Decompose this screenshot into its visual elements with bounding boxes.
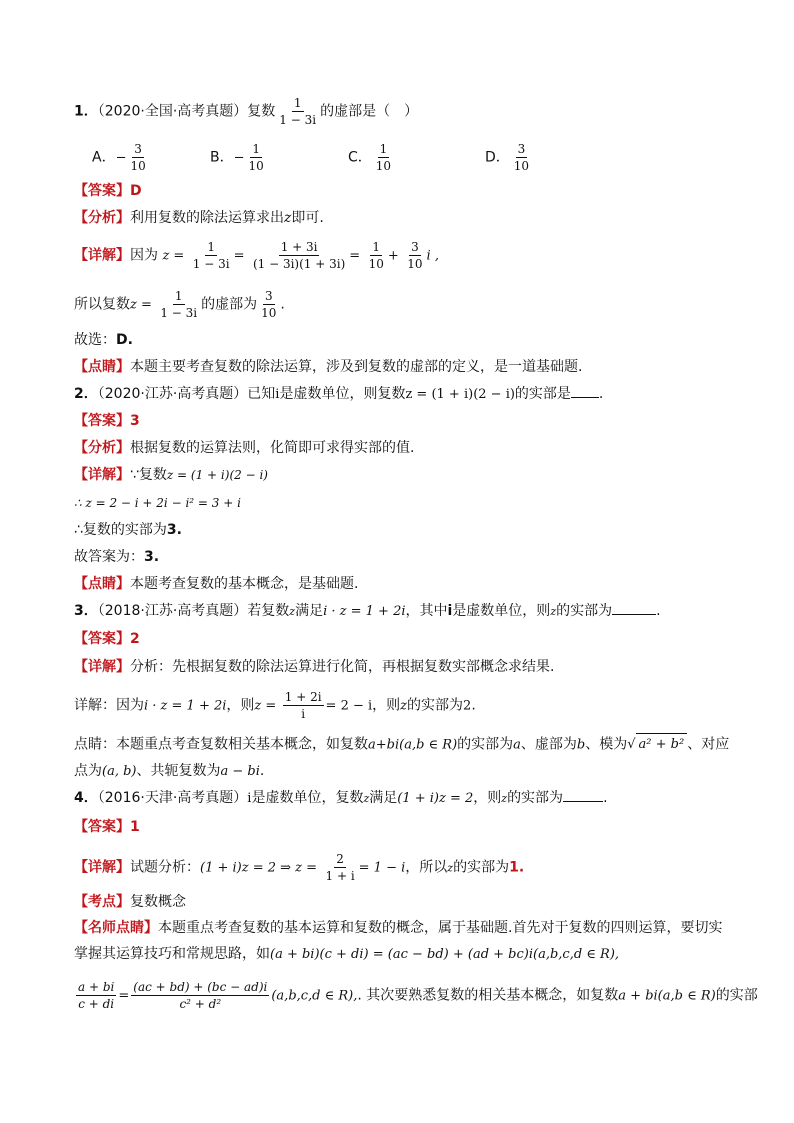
sol-frac-den: i bbox=[301, 707, 306, 721]
q3-text-2: 满足 bbox=[295, 603, 324, 619]
so-frac-num: 1 bbox=[174, 289, 183, 303]
q2-source: （2020·江苏·高考真题） bbox=[97, 386, 248, 402]
q4-number: 4． bbox=[74, 790, 98, 806]
q4-i: i bbox=[247, 791, 252, 806]
option-b-num: 1 bbox=[252, 142, 260, 156]
comment-tag: 【点睛】 bbox=[74, 576, 130, 592]
math-plus: + bbox=[387, 248, 399, 264]
q4-source: （2016·天津·高考真题） bbox=[97, 790, 248, 806]
q3-end: . bbox=[656, 603, 661, 619]
detail-mid: ，所以 bbox=[405, 859, 448, 876]
note-t1: 的实部为 bbox=[457, 736, 514, 753]
sqrt-radicand: a² + b² bbox=[636, 733, 688, 756]
q4-stem bbox=[74, 787, 744, 810]
t3-left-num: a + bi bbox=[78, 980, 115, 994]
sol-dot: . bbox=[471, 697, 476, 714]
q1-options bbox=[92, 142, 744, 174]
note-t4: 、对应 bbox=[687, 736, 730, 753]
option-c-num: 1 bbox=[379, 142, 388, 156]
answer-blank[interactable] bbox=[612, 600, 656, 615]
option-d-den: 10 bbox=[513, 159, 530, 173]
note-b: b bbox=[576, 737, 586, 753]
q2-end: . bbox=[598, 386, 604, 402]
sol-mid: ，则 bbox=[226, 697, 255, 714]
note-t2: 、虚部为 bbox=[520, 736, 577, 753]
comment-text: 本题主要考查复数的除法运算，涉及到复数的虚部的定义，是一道基础题. bbox=[130, 359, 583, 375]
q4-math: (1 + i)z = 2 bbox=[397, 791, 474, 806]
teacher-text-1: 本题重点考查复数的基本运算和复数的概念，属于基础题.首先对于复数的四则运算，要切实 bbox=[158, 920, 723, 936]
option-b-frac bbox=[247, 142, 266, 173]
q3-note-line2 bbox=[74, 760, 744, 783]
q1-text-end: 的虚部是（ ） bbox=[320, 103, 419, 120]
q3-text-3: ，其中 bbox=[405, 603, 448, 619]
option-d-num: 3 bbox=[517, 142, 526, 156]
so-frac bbox=[158, 289, 199, 320]
note2-point: (a, b) bbox=[102, 764, 137, 779]
q3-text-5: 的实部为 bbox=[556, 603, 613, 619]
teacher-tag: 【名师点睛】 bbox=[74, 920, 158, 936]
q3-note-line1 bbox=[74, 733, 744, 757]
answer-value: 3 bbox=[130, 413, 140, 429]
option-a-sign: − bbox=[115, 150, 127, 166]
point-text: 复数概念 bbox=[130, 894, 186, 910]
q3-solution bbox=[74, 690, 744, 721]
t3-end: 的实部 bbox=[715, 987, 758, 1004]
sqrt-expr: √ a² + b² bbox=[627, 733, 687, 756]
q1-text: 复数 bbox=[247, 103, 276, 120]
option-d[interactable] bbox=[485, 142, 533, 173]
sol-z2: z bbox=[400, 698, 408, 714]
frac-2 bbox=[251, 240, 347, 271]
so-z: z = bbox=[130, 297, 152, 313]
analysis-var: z bbox=[284, 210, 292, 226]
option-a[interactable] bbox=[92, 142, 150, 173]
choose-text: 故选： bbox=[74, 332, 116, 348]
answer-blank[interactable] bbox=[563, 787, 603, 802]
analysis-tag: 【分析】 bbox=[74, 440, 130, 456]
frac-4-den: 10 bbox=[407, 257, 423, 271]
so-end: . bbox=[280, 296, 285, 313]
frac-1-num: 1 bbox=[207, 240, 215, 254]
answer-tag: 【答案】 bbox=[74, 413, 130, 429]
q4-teacher-3 bbox=[74, 980, 758, 1011]
analysis-text: 利用复数的除法运算求出 bbox=[130, 210, 284, 226]
answer-tag: 【答案】 bbox=[74, 631, 130, 647]
option-b-label: B． bbox=[210, 149, 234, 166]
detail-tag: 【详解】 bbox=[74, 467, 130, 483]
note-math: a+bi(a,b ∈ R) bbox=[368, 737, 458, 753]
q2-comment bbox=[74, 573, 744, 595]
q4-answer bbox=[74, 816, 744, 838]
option-a-den: 10 bbox=[130, 159, 146, 173]
q1-number: 1． bbox=[74, 103, 98, 120]
option-c-frac bbox=[374, 142, 393, 173]
q3-text-1: 若复数 bbox=[247, 603, 290, 619]
q3-z: z bbox=[289, 605, 296, 618]
q1-frac-num: 1 bbox=[293, 96, 302, 110]
detail-tag: 【详解】 bbox=[74, 247, 130, 264]
q2-line4-value: 3. bbox=[144, 549, 160, 565]
q2-text-2: 是虚数单位，则复数 bbox=[279, 386, 406, 402]
option-d-frac bbox=[512, 142, 531, 173]
analysis-text: 根据复数的运算法则，化简即可求得实部的值. bbox=[130, 440, 415, 456]
q3-answer bbox=[74, 628, 744, 650]
option-a-label: A． bbox=[92, 149, 116, 166]
note2-text: 点为 bbox=[74, 763, 102, 779]
t3-math: (a,b,c,d ∈ R), bbox=[271, 988, 358, 1004]
answer-value: D bbox=[130, 183, 142, 199]
q1-analysis bbox=[74, 207, 744, 229]
frac-3 bbox=[367, 240, 386, 271]
so-frac-den: 1 − 3i bbox=[160, 306, 198, 320]
q1-choose bbox=[74, 329, 744, 351]
detail-text: 因为 bbox=[130, 247, 158, 264]
q3-i: i bbox=[447, 603, 453, 619]
detail-tag: 【详解】 bbox=[74, 659, 130, 675]
q2-line3 bbox=[74, 519, 744, 541]
t3-left-den: c + di bbox=[78, 997, 115, 1011]
math-eq-2: = bbox=[349, 248, 361, 264]
frac-1 bbox=[191, 240, 232, 271]
t3-right-den: c² + d² bbox=[179, 997, 222, 1011]
q2-derivation: ∴ z = 2 − i + 2i − i² = 3 + i bbox=[74, 496, 241, 510]
q2-analysis bbox=[74, 437, 744, 459]
sol-frac bbox=[283, 690, 324, 721]
q2-text-1: 已知 bbox=[247, 386, 276, 402]
detail-text: 分析：先根据复数的除法运算进行化简，再根据复数实部概念求结果. bbox=[130, 659, 555, 675]
q4-end: . bbox=[603, 790, 608, 806]
so-result-den: 10 bbox=[261, 306, 277, 320]
t3-math-2: a + bi(a,b ∈ R) bbox=[618, 988, 716, 1004]
q4-z2: z bbox=[501, 792, 508, 805]
q1-fraction bbox=[277, 96, 318, 127]
analysis-end: 即可. bbox=[291, 210, 324, 226]
sol-value: 2 bbox=[463, 698, 472, 714]
q1-source: （2020·全国·高考真题） bbox=[97, 103, 248, 120]
detail-frac bbox=[324, 852, 357, 883]
detail-frac-den: 1 + i bbox=[325, 869, 355, 883]
note-t3: 、模为 bbox=[585, 736, 628, 753]
note-a: a bbox=[513, 737, 521, 753]
answer-tag: 【答案】 bbox=[74, 183, 130, 199]
so-result bbox=[259, 289, 278, 320]
option-b-sign: − bbox=[233, 150, 245, 166]
q4-text-3: ，则 bbox=[473, 790, 502, 806]
option-b[interactable] bbox=[210, 142, 268, 173]
t3-frac-right bbox=[131, 980, 269, 1011]
frac-4-num: 3 bbox=[411, 240, 419, 254]
q1-comment bbox=[74, 356, 744, 378]
q3-text-4: 是虚数单位，则 bbox=[452, 603, 551, 619]
choose-value: D. bbox=[116, 332, 133, 348]
note-text: 点睛：本题重点考查复数相关基本概念，如复数 bbox=[74, 736, 368, 753]
q2-line3-text: ∴复数的实部为 bbox=[74, 522, 167, 538]
option-c-label: C． bbox=[348, 149, 372, 166]
frac-1-den: 1 − 3i bbox=[192, 257, 230, 271]
detail-end: 的实部为 bbox=[453, 859, 510, 876]
t3-right-num: (ac + bd) + (bc − ad)i bbox=[133, 980, 268, 994]
q3-z2: z bbox=[550, 605, 557, 618]
frac-2-num: 1 + 3i bbox=[280, 240, 318, 254]
sol-text: 详解：因为 bbox=[74, 697, 144, 714]
q1-detail bbox=[74, 240, 744, 271]
option-a-frac bbox=[128, 142, 147, 173]
detail-z: z bbox=[447, 861, 454, 875]
q2-stem bbox=[74, 383, 744, 406]
answer-blank[interactable] bbox=[571, 383, 599, 398]
detail-tag: 【详解】 bbox=[74, 859, 130, 876]
q4-z: z bbox=[363, 792, 370, 805]
option-a-num: 3 bbox=[134, 142, 142, 156]
answer-value: 1 bbox=[130, 819, 140, 835]
q4-text-2: 满足 bbox=[369, 790, 398, 806]
q1-frac-den: 1 − 3i bbox=[279, 113, 317, 127]
frac-4 bbox=[405, 240, 424, 271]
frac-3-den: 10 bbox=[368, 257, 384, 271]
answer-value: 2 bbox=[130, 631, 140, 647]
option-d-label: D． bbox=[485, 149, 510, 166]
so-mid: 的虚部为 bbox=[201, 296, 258, 313]
teacher-text-2: 掌握其运算技巧和常规思路，如 bbox=[74, 946, 270, 962]
answer-tag: 【答案】 bbox=[74, 819, 130, 835]
sol-frac-num: 1 + 2i bbox=[284, 690, 322, 704]
option-b-den: 10 bbox=[248, 159, 264, 173]
detail-math: (1 + i)z = 2 ⇒ z = bbox=[200, 860, 318, 876]
frac-3-num: 1 bbox=[372, 240, 381, 254]
frac-2-den: (1 − 3i)(1 + 3i) bbox=[252, 257, 346, 271]
q2-i: i bbox=[275, 387, 280, 402]
q3-detail bbox=[74, 656, 744, 678]
q2-text-3: 的实部是 bbox=[514, 386, 571, 402]
detail-text: 试题分析： bbox=[130, 859, 200, 876]
note2-t1: 、共轭复数为 bbox=[136, 763, 221, 779]
sol-end: 的实部为 bbox=[407, 697, 464, 714]
detail-text: ∵复数 bbox=[130, 467, 167, 483]
math-i: i , bbox=[426, 248, 439, 264]
q2-line4 bbox=[74, 546, 744, 568]
q1-so bbox=[74, 289, 744, 320]
sol-z: z = bbox=[254, 698, 277, 714]
q4-teacher-1 bbox=[74, 917, 744, 939]
option-c-den: 10 bbox=[375, 159, 392, 173]
detail-result: = 1 − i bbox=[358, 860, 406, 876]
detail-frac-num: 2 bbox=[336, 852, 344, 866]
t3-frac-left bbox=[76, 980, 116, 1011]
note2-end: . bbox=[259, 763, 265, 779]
math-z: z = bbox=[162, 248, 185, 264]
q2-detail bbox=[74, 464, 744, 486]
note2-conjugate: a − bi bbox=[220, 764, 260, 779]
sol-math: i · z = 1 + 2i bbox=[144, 698, 227, 714]
q2-answer bbox=[74, 410, 744, 432]
q4-text-4: 的实部为 bbox=[507, 790, 564, 806]
t3-eq: = bbox=[118, 988, 130, 1004]
q2-line3-value: 3. bbox=[166, 522, 182, 538]
q3-source: （2018·江苏·高考真题） bbox=[97, 603, 248, 619]
q2-number: 2． bbox=[74, 386, 98, 402]
q2-math: z = (1 + i)(2 − i) bbox=[405, 387, 515, 402]
q4-point bbox=[74, 891, 744, 913]
teacher-math-2: (a + bi)(c + di) = (ac − bd) + (ad + bc)i(a,b,c,d ∈ R), bbox=[270, 947, 620, 962]
point-tag: 【考点】 bbox=[74, 894, 130, 910]
sol-result: = 2 − i bbox=[325, 698, 373, 714]
math-eq: = bbox=[233, 248, 245, 264]
sol-mid2: ，则 bbox=[372, 697, 401, 714]
detail-math: z = (1 + i)(2 − i) bbox=[166, 468, 268, 482]
q3-number: 3． bbox=[74, 603, 98, 619]
t3-text: . 其次要熟悉复数的相关基本概念，如复数 bbox=[357, 987, 619, 1004]
q1-answer bbox=[74, 180, 744, 202]
q3-math: i · z = 1 + 2i bbox=[323, 604, 406, 619]
q2-line2 bbox=[74, 492, 744, 514]
so-result-num: 3 bbox=[264, 289, 273, 303]
analysis-tag: 【分析】 bbox=[74, 210, 130, 226]
comment-tag: 【点睛】 bbox=[74, 359, 130, 375]
q1-stem bbox=[74, 96, 744, 127]
so-text: 所以复数 bbox=[74, 296, 130, 313]
detail-value: 1. bbox=[509, 859, 525, 876]
option-c[interactable] bbox=[348, 142, 395, 173]
q4-text-1: 是虚数单位，复数 bbox=[251, 790, 364, 806]
q3-stem bbox=[74, 600, 744, 623]
q2-line4-text: 故答案为： bbox=[74, 549, 144, 565]
q4-teacher-2 bbox=[74, 943, 744, 966]
comment-text: 本题考查复数的基本概念，是基础题. bbox=[130, 576, 359, 592]
q4-detail bbox=[74, 852, 744, 883]
